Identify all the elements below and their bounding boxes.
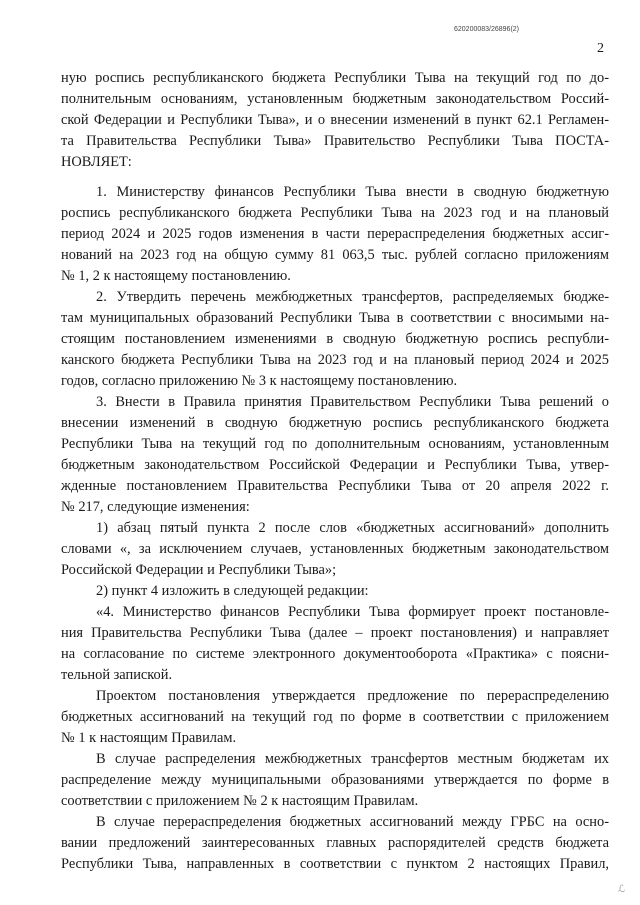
text-line: 1. Министерству финансов Республики Тыва внести в сводную бюджетную xyxy=(96,184,609,200)
text-line: НОВЛЯЕТ: xyxy=(61,154,132,170)
text-line: роспись республиканского бюджета Республики Тыва на 2023 год и на плановый xyxy=(61,205,609,221)
text-line: на согласование по системе электронного документооборота «Практика» с поясни- xyxy=(61,646,609,662)
text-line: 3. Внести в Правила принятия Правительством Республики Тыва решений о xyxy=(96,394,609,410)
text-line: стоящим постановлением изменениями в сводную бюджетную роспись республи- xyxy=(61,331,609,347)
document-id: 620200083/26896(2) xyxy=(454,26,520,33)
text-line: бюджетным законодательством Российской Федерации и Республики Тыва, утвер- xyxy=(61,457,609,473)
text-line: 2) пункт 4 изложить в следующей редакции: xyxy=(96,583,369,599)
text-line: полнительным основаниям, установленным бюджетным законодательством Россий- xyxy=(61,91,609,107)
text-line: № 1, 2 к настоящему постановлению. xyxy=(61,268,291,284)
text-line: В случае перераспределения бюджетных ассигнований между ГРБС на осно- xyxy=(96,814,609,830)
text-line: № 1 к настоящим Правилам. xyxy=(61,730,237,746)
text-line: Республики Тыва, направленных в соответствии с пунктом 2 настоящих Правил, xyxy=(61,856,609,872)
text-line: Российской Федерации и Республики Тыва»; xyxy=(61,562,337,578)
page-number: 2 xyxy=(597,41,604,56)
text-line: бюджетных ассигнований на текущий год по форме в соответствии с приложением xyxy=(61,709,609,725)
text-line: ской Федерации и Республики Тыва», и о внесении изменений в пункт 62.1 Регламен- xyxy=(61,112,609,128)
text-line: канского бюджета Республики Тыва на 2023 год и на плановый период 2024 и 2025 xyxy=(61,352,609,368)
text-line: В случае распределения межбюджетных трансфертов местным бюджетам их xyxy=(96,751,609,767)
text-line: нований на 2023 год на общую сумму 81 063,5 тыс. рублей согласно приложениям xyxy=(61,247,609,263)
text-line: соответствии с приложением № 2 к настоящим Правилам. xyxy=(61,793,419,809)
text-line: распределение между муниципальными образованиями утверждается по форме в xyxy=(61,772,609,788)
text-line: словами «, за исключением случаев, установленных бюджетным законодательством xyxy=(61,541,609,557)
text-line: годов, согласно приложению № 3 к настоящему постановлению. xyxy=(61,373,458,389)
text-line: «4. Министерство финансов Республики Тыва формирует проект постановле- xyxy=(96,604,609,620)
margin-mark: ℒ xyxy=(618,884,626,895)
text-line: ния Правительства Республики Тыва (далее – проект постановления) и направляет xyxy=(61,625,609,641)
text-line: вании предложений заинтересованных главных распорядителей средств бюджета xyxy=(61,835,609,851)
text-line: Проектом постановления утверждается предложение по перераспределению xyxy=(96,688,609,704)
text-line: 2. Утвердить перечень межбюджетных трансфертов, распределяемых бюдже- xyxy=(96,289,609,305)
text-line: ную роспись республиканского бюджета Республики Тыва на текущий год по до- xyxy=(61,70,609,86)
text-line: внесении изменений в сводную бюджетную роспись республиканского бюджета xyxy=(61,415,609,431)
text-line: Республики Тыва на текущий год по дополнительным основаниям, установленным xyxy=(61,436,609,452)
text-line: там муниципальных образований Республики Тыва в соответствии с вносимыми на- xyxy=(61,310,609,326)
text-line: № 217, следующие изменения: xyxy=(61,499,250,515)
text-line: 1) абзац пятый пункта 2 после слов «бюджетных ассигнований» дополнить xyxy=(96,520,609,536)
text-line: период 2024 и 2025 годов изменения в части перераспределения бюджетных ассиг- xyxy=(61,226,609,242)
text-line: тельной запиской. xyxy=(61,667,173,683)
text-line: жденные постановлением Правительства Республики Тыва от 20 апреля 2022 г. xyxy=(61,478,609,494)
text-line: та Правительства Республики Тыва» Правительство Республики Тыва ПОСТА- xyxy=(61,133,609,149)
